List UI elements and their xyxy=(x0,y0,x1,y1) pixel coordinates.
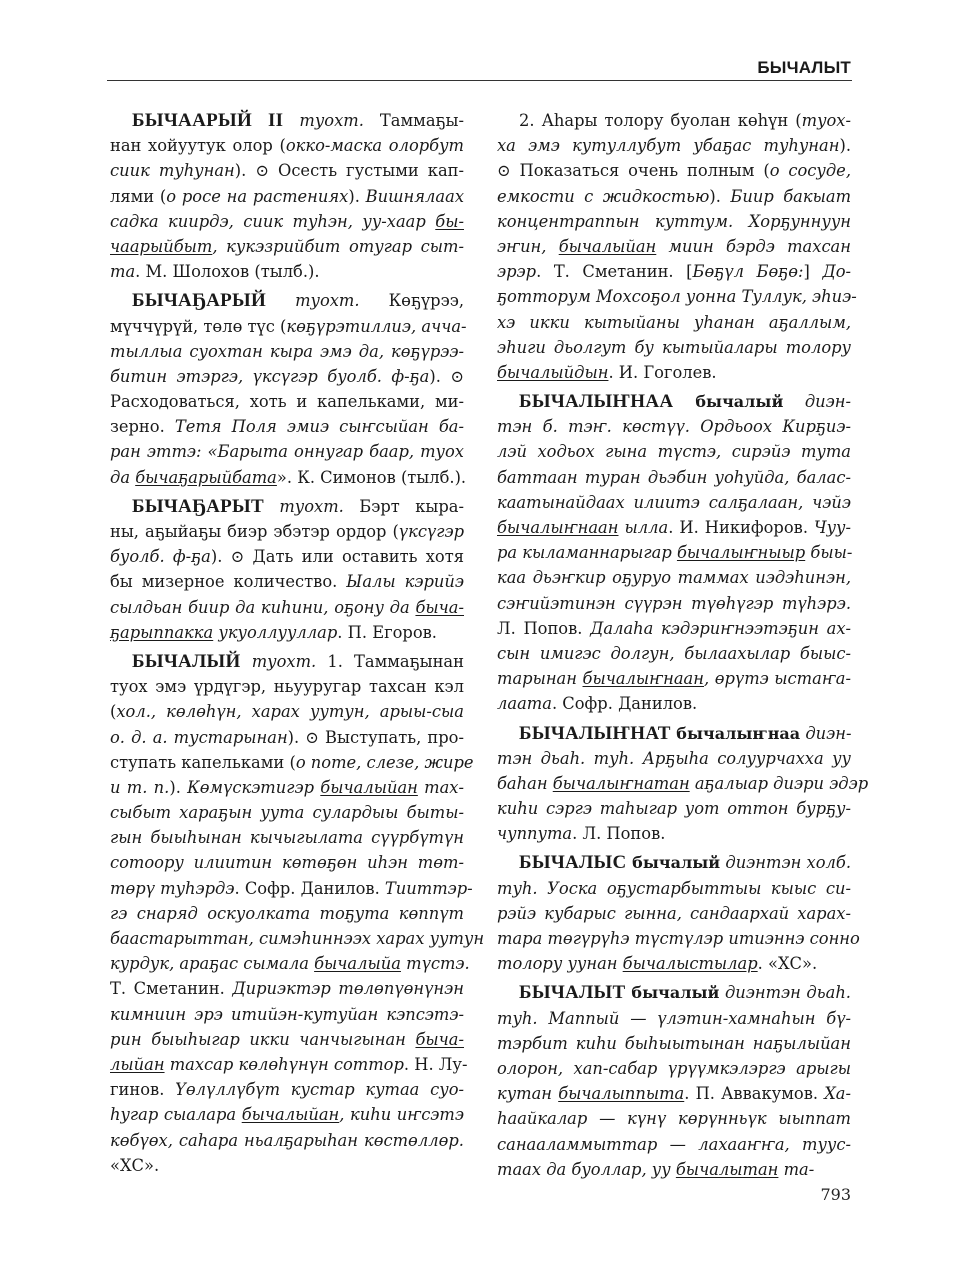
italic-text: садка киирдэ, сиик туһэн, уу-хаар xyxy=(110,211,436,231)
reference-word: бычалый xyxy=(626,853,721,873)
plain-text: гинов. xyxy=(110,1080,176,1100)
text-line xyxy=(497,641,851,666)
italic-text: көҕүрэтиллиэ, аччa- xyxy=(286,316,467,336)
italic-text: ран эттэ: «Барыта оннугар баар, туох xyxy=(110,442,464,462)
italic-text: туохт. xyxy=(283,111,364,130)
text-line xyxy=(497,771,869,796)
text-line xyxy=(110,926,485,951)
italic-text: , киһи иҥсэтэ xyxy=(339,1105,464,1125)
plain-text: . Л. Попов. xyxy=(572,824,666,844)
dictionary-entry xyxy=(497,850,860,976)
dictionary-entry xyxy=(110,108,464,284)
italic-text: та- xyxy=(778,1159,815,1179)
italic-text: эҥин, xyxy=(497,236,559,256)
italic-text: баттаан туран дьэбин уоһуйда, балас- xyxy=(497,467,851,487)
cited-form: быча- xyxy=(415,1029,464,1049)
plain-text: ). xyxy=(839,136,851,156)
plain-text: Көҕүрээ, xyxy=(359,291,464,311)
plain-text: нан хойуутук олор ( xyxy=(110,136,286,156)
text-line xyxy=(110,314,467,339)
italic-text: тыллыа суохтан кыра эмэ да, көҕүрээ- xyxy=(110,341,464,361)
plain-text: ). ⊙ Дать или оставить хотя xyxy=(210,547,464,567)
headword: БЫЧААРЫЙ II xyxy=(132,110,284,131)
plain-text: ны, аҕыйаҕы биэр эбэтэр ордор ( xyxy=(110,522,399,541)
plain-text: ). xyxy=(169,777,188,797)
italic-text: тарынан xyxy=(497,669,583,689)
text-line xyxy=(497,184,851,209)
italic-text: сыбыт хараҕын уута сулардыы быты- xyxy=(110,803,464,823)
text-line xyxy=(110,674,464,699)
text-line xyxy=(497,1081,851,1106)
italic-text: лаата xyxy=(497,694,552,714)
text-line xyxy=(497,284,857,309)
italic-text: толору уунан xyxy=(497,954,623,974)
italic-text: хэ икки кытыйаны уһанан аҕаллым, xyxy=(497,312,851,332)
text-line xyxy=(110,649,464,674)
italic-text: таах да буоллар, уу xyxy=(497,1159,676,1179)
plain-text: ). ⊙ xyxy=(429,366,464,386)
text-line xyxy=(497,796,851,821)
italic-text: төрү туһэрдэ xyxy=(110,878,235,898)
text-line xyxy=(110,519,464,544)
text-line xyxy=(497,490,851,515)
text-line xyxy=(497,1006,851,1031)
italic-text: Ха- xyxy=(824,1084,851,1104)
text-line xyxy=(110,339,464,364)
text-line xyxy=(497,591,851,616)
italic-text: сэҥийэтинэн сүүрэн түөһүгэр түһэрэ. xyxy=(497,593,851,613)
italic-text: Ыалы кэрийэ xyxy=(346,572,464,592)
italic-text: рэйэ кубарыс гынна, сандаархай харах- xyxy=(497,903,851,923)
plain-text: . П. Аввакумов. xyxy=(684,1084,825,1104)
italic-text: и т. п. xyxy=(110,777,170,797)
cited-form: лыйан xyxy=(110,1054,165,1074)
italic-text: курдук, араҕас сымала xyxy=(110,954,315,974)
italic-text: олорон, хап-сабар үрүүмкэлэргэ арыгы xyxy=(497,1058,851,1078)
plain-text: ). xyxy=(348,186,366,206)
italic-text: та xyxy=(110,262,136,282)
text-line xyxy=(110,951,470,976)
plain-text: . Софр. Данилов. xyxy=(551,694,698,714)
italic-text: Үөлүллүбүт кустар кутаа суо- xyxy=(175,1080,464,1100)
text-line xyxy=(497,234,851,259)
cited-form: бычалыппыта xyxy=(558,1084,685,1104)
right-column xyxy=(497,108,869,1186)
cited-form: чаарыйбыт xyxy=(110,236,213,256)
cited-form: бы- xyxy=(435,211,464,231)
italic-text: баһан xyxy=(497,773,553,793)
cited-form: бычалыйан xyxy=(320,777,418,797)
text-line xyxy=(497,108,851,133)
dictionary-entry xyxy=(110,494,464,645)
italic-text: тара төгүрүһэ түстүлэр итиэннэ сонно xyxy=(497,929,860,948)
text-line xyxy=(497,465,851,490)
plain-text: ). ⊙ Осесть густыми кап- xyxy=(234,161,465,181)
plain-text: Т. Сметанин. xyxy=(110,979,233,999)
cited-form: бычаҕарыйбата xyxy=(135,467,277,487)
italic-text: сиик туһунан xyxy=(110,161,235,181)
text-line xyxy=(497,158,851,183)
cited-form: бычалыстылар xyxy=(622,954,758,974)
italic-text: аҕалыар диэри эдэр xyxy=(689,773,869,793)
italic-text: кутан xyxy=(497,1084,559,1104)
italic-text: Дириэктэр төлөпүөнүнэн xyxy=(232,979,464,999)
text-line xyxy=(497,666,851,691)
cited-form: бычалыҥнаан xyxy=(497,518,619,537)
text-line xyxy=(110,389,464,414)
plain-text: туох эмэ үрдүгэр, ньууругар тахсан кэл xyxy=(110,677,464,697)
italic-text: киһи сэргэ таһыгар уот оттон бурҕу- xyxy=(497,799,851,819)
plain-text: . И. Никифоров. xyxy=(668,518,815,537)
text-line xyxy=(110,620,464,645)
italic-text: о росе на растениях xyxy=(166,186,349,206)
plain-text: бы мизерное количество. xyxy=(110,572,347,592)
italic-text: ылла xyxy=(618,518,669,537)
text-line xyxy=(497,209,851,234)
text-line xyxy=(110,1052,468,1077)
text-line xyxy=(497,1106,851,1131)
italic-text: ра кыламаннарыгар xyxy=(497,543,677,563)
italic-text: окко-маска олорбут xyxy=(285,136,464,156)
text-line xyxy=(110,1077,464,1102)
text-line xyxy=(110,209,464,234)
italic-text: гэ снаряд оскуолката тоҕута көппүт xyxy=(110,903,464,923)
plain-text: Бэрт кыра- xyxy=(343,496,464,516)
italic-text: ҕотторум Мохсоҕол уонна Туллук, эһиэ- xyxy=(497,287,857,307)
text-line xyxy=(497,414,851,439)
italic-text: кимниин эрэ итийэн-кутуйан кэпсэтэ- xyxy=(110,1004,464,1024)
reference-word: бычалый xyxy=(625,983,720,1003)
plain-text: Расходоваться, хоть и капельками, ми- xyxy=(110,392,464,412)
dictionary-entry xyxy=(497,721,869,847)
text-line xyxy=(110,569,464,594)
italic-text: туохт. xyxy=(263,496,344,516)
cited-form: бычалыҥнаан xyxy=(582,669,704,689)
text-line xyxy=(497,901,851,926)
dictionary-entry xyxy=(497,980,851,1182)
italic-text: быы- xyxy=(805,543,853,563)
headword: БЫЧАҔАРЫТ xyxy=(132,495,264,517)
text-line xyxy=(110,1153,464,1178)
cited-form: бычалыйан xyxy=(558,236,657,256)
dictionary-entry xyxy=(110,649,485,1178)
text-line xyxy=(497,310,851,335)
italic-text: о поте, слезе, жире xyxy=(295,752,474,772)
italic-text: Тииттэр- xyxy=(384,878,473,898)
headword: БЫЧАЛЫҤНАА xyxy=(519,391,674,413)
text-line xyxy=(497,850,851,875)
text-line xyxy=(110,725,464,750)
text-line xyxy=(497,389,851,414)
plain-text: ). ⊙ Выступать, про- xyxy=(287,727,464,747)
text-line xyxy=(497,951,851,976)
text-line xyxy=(110,699,464,724)
italic-text: тэрбит киһи быһыытынан наҕылыйан xyxy=(497,1033,851,1053)
text-line xyxy=(497,1056,851,1081)
cited-form: бычалыҥнатан xyxy=(552,773,690,793)
text-line xyxy=(497,1031,851,1056)
dictionary-entry xyxy=(110,288,467,490)
text-line xyxy=(110,976,464,1001)
italic-text: тэн дьаһ. туһ. Арҕыһа солуурчахха уу xyxy=(497,748,851,768)
text-line xyxy=(497,439,851,464)
italic-text: ха эмэ кутуллубут убаҕас туһунан xyxy=(497,136,840,156)
italic-text: туһ. Уоска оҕустарбыттыы кыыс си- xyxy=(497,878,851,898)
text-line xyxy=(110,1128,464,1153)
left-column xyxy=(110,108,485,1182)
cited-form: бычалыйа xyxy=(314,954,401,974)
italic-text: лэй ходьох гына түстэ, сирэйэ тута xyxy=(497,442,851,462)
italic-text: түстэ. xyxy=(400,954,470,974)
text-line xyxy=(497,360,851,385)
italic-text: хол., көлөһүн, харах уутун, арыы-сыа xyxy=(116,702,464,722)
italic-text: баастарыттан, симэһиннээх харах уутун xyxy=(110,929,485,948)
cited-form: бычалытан xyxy=(675,1159,779,1179)
italic-text: Тетя Поля эмиэ сыҥсыйан ба- xyxy=(174,417,464,437)
italic-text: үксүгэр xyxy=(398,522,464,541)
dictionary-entry xyxy=(497,108,857,385)
text-line xyxy=(497,1132,851,1157)
italic-text: сотоору илиитин көтөҕөн иһэн төт- xyxy=(110,853,464,873)
text-line xyxy=(497,821,851,846)
plain-text: ] xyxy=(803,262,823,282)
text-line xyxy=(110,288,464,313)
italic-text: диэн- xyxy=(800,723,852,743)
italic-text: До- xyxy=(822,262,851,282)
text-line xyxy=(110,184,464,209)
plain-text: ). xyxy=(709,186,731,206)
italic-text: чуппута xyxy=(497,824,573,844)
plain-text: . И. Гоголев. xyxy=(608,362,717,382)
reference-word: бычалый xyxy=(673,392,784,412)
italic-text: Биир бакыат xyxy=(730,186,852,206)
italic-text: тахсар көлөһүнүн соттор xyxy=(164,1054,404,1074)
text-line xyxy=(110,259,464,284)
italic-text: емкости с жидкостью xyxy=(497,186,710,206)
text-line xyxy=(110,158,464,183)
plain-text: «ХС». xyxy=(110,1155,160,1175)
italic-text: Чуу- xyxy=(814,518,851,537)
italic-text: эһиги дьолгут бу кытыйалары толору xyxy=(497,337,851,357)
italic-text: диэнтэн холб. xyxy=(720,853,851,873)
text-line xyxy=(110,775,464,800)
italic-text: да xyxy=(110,467,136,487)
plain-text: мүччүрүй, төлө түс ( xyxy=(110,316,287,336)
italic-text: Далаһа кэдэриҥнээтэҕин ах- xyxy=(590,618,852,638)
plain-text: . Н. Лу- xyxy=(403,1054,468,1074)
italic-text: гын быыһынан кычыгылата сүүрбүтүн xyxy=(110,828,464,848)
italic-text: туһ. Маппый — үлэтин-хамнаһын бү- xyxy=(497,1008,851,1028)
italic-text: буолб. ф-ҕа xyxy=(110,547,211,567)
text-line xyxy=(497,540,851,565)
plain-text: Таммаҕы- xyxy=(363,111,464,130)
text-line xyxy=(110,595,464,620)
plain-text: 2. Аһары толору буолан көһүн ( xyxy=(519,111,802,130)
text-line xyxy=(110,800,464,825)
italic-text: укуоллууллар xyxy=(213,622,338,642)
headword: БЫЧАҔАРЫЙ xyxy=(132,290,267,312)
plain-text: . П. Егоров. xyxy=(337,622,437,642)
text-line xyxy=(110,1002,464,1027)
plain-text: зерно. xyxy=(110,417,175,437)
text-line xyxy=(110,234,464,259)
running-head: БЫЧАЛЫТ xyxy=(757,58,851,77)
text-line xyxy=(497,746,851,771)
headword: БЫЧАЛЫС xyxy=(519,852,627,874)
italic-text: Көмүскэтигэр xyxy=(187,777,321,797)
italic-text: санааламмыттар — лахааҥҥа, туус- xyxy=(497,1134,851,1154)
headword: БЫЧАЛЫЙ xyxy=(132,650,241,672)
plain-text: лями ( xyxy=(110,186,167,206)
cited-form: ҕарыппакка xyxy=(110,622,214,642)
text-line xyxy=(497,721,851,746)
text-line xyxy=(110,133,464,158)
italic-text: туохт. xyxy=(240,651,317,671)
text-line xyxy=(110,825,464,850)
italic-text: каатынайдаах илиитэ салҕалаан, чэйэ xyxy=(497,492,851,512)
plain-text: ». К. Симонов (тылб.). xyxy=(276,467,467,487)
italic-text: тэн б. тэҥ. көстүү. Ордьоох Кирҕиэ- xyxy=(497,417,851,437)
plain-text: ступать капельками ( xyxy=(110,752,296,772)
italic-text: битин этэргэ, үксүгэр буолб. ф-ҕа xyxy=(110,366,430,386)
text-line xyxy=(110,750,474,775)
text-line xyxy=(497,565,851,590)
cited-form: бычалыҥныыр xyxy=(676,543,806,563)
plain-text: . Софр. Данилов. xyxy=(234,878,385,898)
italic-text: каа дьэҥкир оҕуруо таммах иэдэһинэн, xyxy=(497,568,851,588)
text-line xyxy=(497,691,851,716)
text-line xyxy=(497,133,851,158)
plain-text: . М. Шолохов (тылб.). xyxy=(135,262,320,282)
cited-form: бычалыйан xyxy=(241,1105,340,1125)
text-line xyxy=(497,259,851,284)
cited-form: быча- xyxy=(415,597,464,617)
text-line xyxy=(110,544,464,569)
text-line xyxy=(110,1102,464,1127)
text-line xyxy=(497,980,851,1005)
italic-text: һугар сыалара xyxy=(110,1105,242,1125)
text-line xyxy=(110,439,464,464)
italic-text: эрэр xyxy=(497,262,537,282)
text-line xyxy=(497,515,851,540)
plain-text: . «ХС». xyxy=(757,954,818,974)
text-line xyxy=(110,876,473,901)
text-line xyxy=(110,414,464,439)
text-line xyxy=(110,1027,464,1052)
reference-word: бычалыҥнаа xyxy=(670,723,801,743)
headword: БЫЧАЛЫҤНАТ xyxy=(519,722,671,744)
italic-text: рин быыһыгар икки чанчыгынан xyxy=(110,1029,416,1049)
italic-text: көбүөх, саһара ньалҕарыһан көстөллөр. xyxy=(110,1130,464,1150)
text-line xyxy=(497,876,851,901)
italic-text: һаайкалар — күнү көрүнньүк ыыппат xyxy=(497,1109,851,1129)
text-line xyxy=(110,108,464,133)
italic-text: миин бэрдэ тахсан xyxy=(656,236,851,256)
plain-text: Л. Попов. xyxy=(497,618,591,638)
text-line xyxy=(497,926,860,951)
plain-text: . Т. Сметанин. [ xyxy=(536,262,693,282)
dictionary-entry xyxy=(497,389,851,716)
plain-text: ⊙ Показаться очень полным ( xyxy=(497,161,770,181)
italic-text: о сосуде, xyxy=(769,161,851,181)
plain-text: 1. Таммаҕынан xyxy=(316,651,464,671)
italic-text: диэнтэн дьаһ. xyxy=(719,983,851,1003)
text-line xyxy=(110,850,464,875)
italic-text: о. д. а. тустарынан xyxy=(110,727,288,747)
text-line xyxy=(110,901,464,926)
italic-text: тах- xyxy=(417,777,464,797)
italic-text: , кукэзрийбит отугар сыт- xyxy=(212,236,464,256)
text-line xyxy=(110,494,464,519)
headword: БЫЧАЛЫТ xyxy=(519,982,626,1004)
cited-form: бычалыйдын xyxy=(497,362,609,382)
italic-text: сылдьан биир да киһини, оҕону да xyxy=(110,597,416,617)
italic-text: , өрүтэ ыстаҥа- xyxy=(704,669,851,689)
plain-text: ( xyxy=(110,702,117,722)
text-line xyxy=(497,616,851,641)
header-rule xyxy=(107,80,852,81)
page-number: 793 xyxy=(820,1185,851,1204)
italic-text: диэн- xyxy=(783,392,851,412)
italic-text: Бөҕүл Бөҕө: xyxy=(692,262,804,282)
text-line xyxy=(110,364,464,389)
italic-text: туох- xyxy=(801,111,851,130)
italic-text: туохт. xyxy=(266,291,360,311)
italic-text: концентраппын куттум. Хорҕуннуун xyxy=(497,211,851,231)
italic-text: Вишнялаах xyxy=(365,186,464,206)
text-line xyxy=(497,1157,851,1182)
text-line xyxy=(497,335,851,360)
italic-text: сын имигэс долгун, былаахылар быыс- xyxy=(497,643,851,663)
text-line xyxy=(110,465,467,490)
